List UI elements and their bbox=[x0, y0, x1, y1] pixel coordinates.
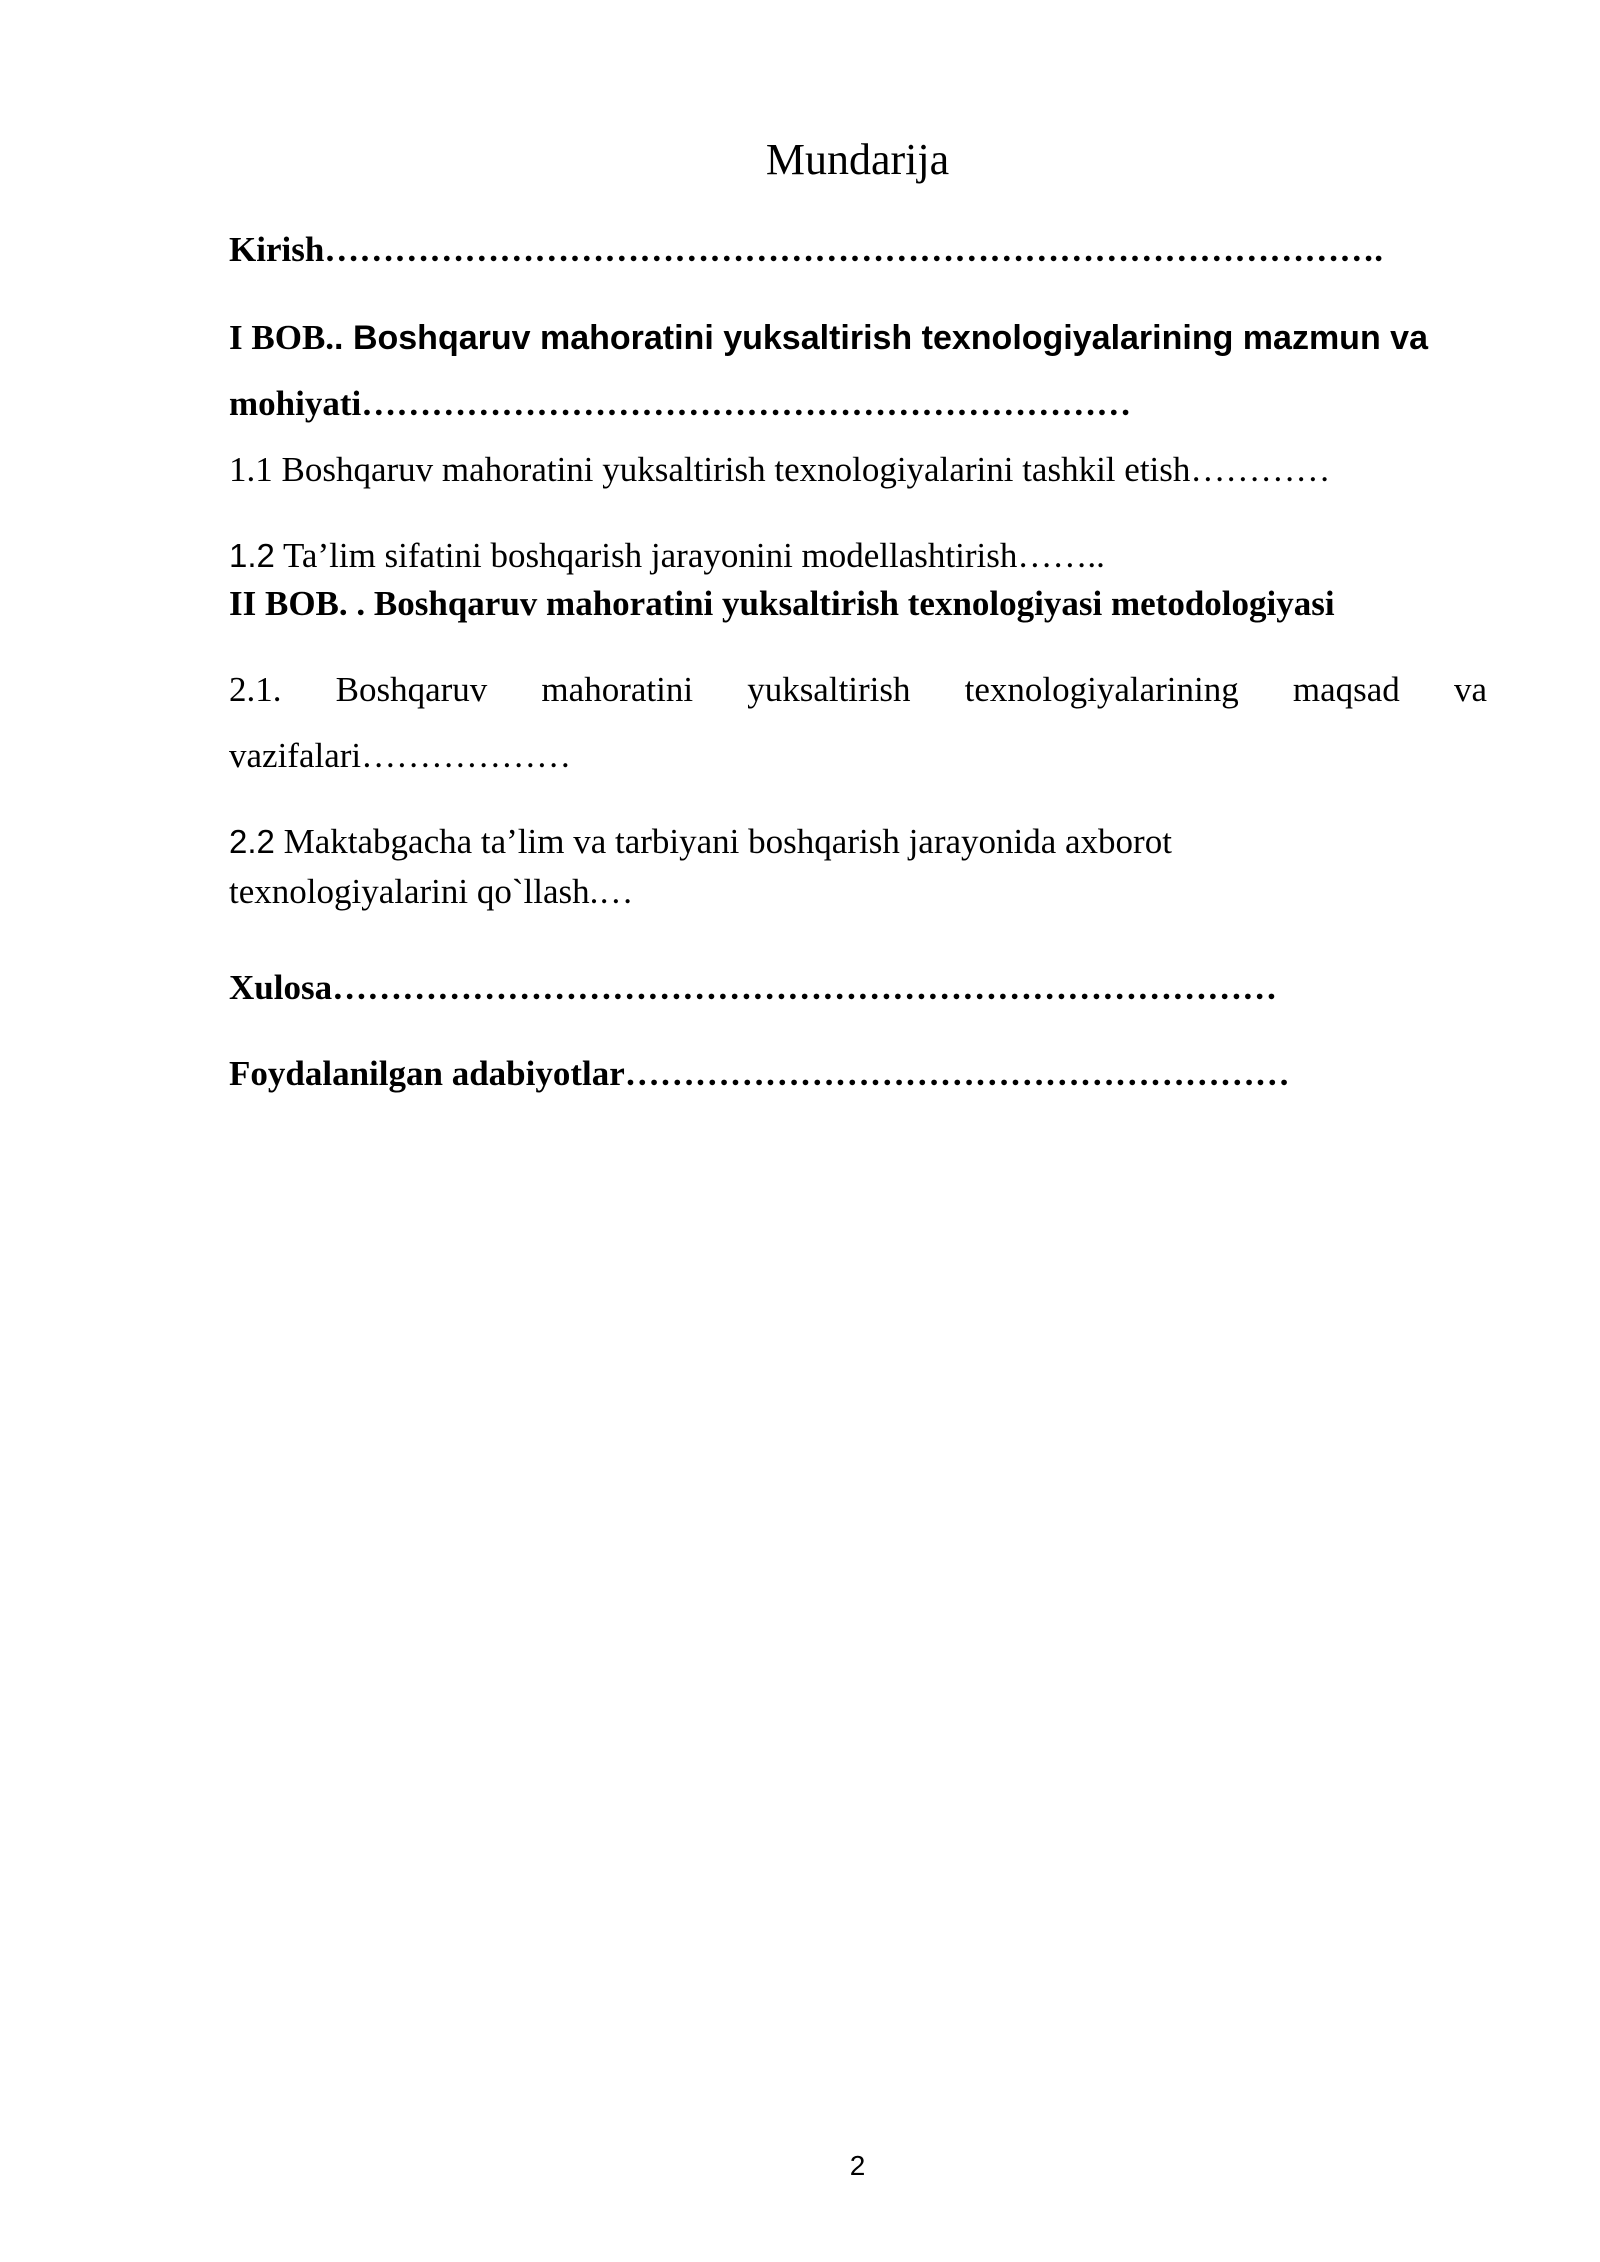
chapter-1-prefix: I BOB. bbox=[229, 318, 335, 357]
chapter-2-prefix: II BOB. bbox=[229, 584, 348, 623]
page-title: Mundarija bbox=[765, 135, 950, 184]
chapter-2-title: . Boshqaruv mahoratini yuksaltirish texnologiyasi metodologiyasi bbox=[347, 584, 1335, 623]
section-1-2-number: 1.2 bbox=[229, 537, 275, 574]
toc-entry-chapter-1 bbox=[229, 316, 1487, 360]
page-number: 2 bbox=[849, 2150, 866, 2181]
toc-entry-section-2-1-continued: vazifalari……………… bbox=[229, 736, 572, 775]
section-1-2-title: Ta’lim sifatini boshqarish jarayonini modellashtirish…….. bbox=[274, 536, 1105, 575]
toc-entry-section-2-1: 2.1. Boshqaruv mahoratini yuksaltirish texnologiyalarining maqsad va bbox=[229, 670, 1487, 709]
toc-entry-section-1-1: 1.1 Boshqaruv mahoratini yuksaltirish texnologiyalarini tashkil etish………… bbox=[229, 450, 1331, 489]
toc-entry-section-2-2 bbox=[229, 820, 1487, 864]
toc-entry-chapter-1-continued: mohiyati………………………………………………………… bbox=[229, 384, 1132, 423]
toc-entry-chapter-2 bbox=[229, 582, 1487, 626]
section-2-2-number: 2.2 bbox=[229, 823, 275, 860]
section-2-2-title: Maktabgacha ta’lim va tarbiyani boshqarish jarayonida axborot bbox=[274, 822, 1172, 861]
chapter-1-title: . Boshqaruv mahoratini yuksaltirish texnologiyalarining mazmun va bbox=[334, 319, 1428, 357]
toc-entry-adabiyotlar: Foydalanilgan adabiyotlar………………………………………………… bbox=[229, 1054, 1290, 1093]
toc-entry-section-1-2 bbox=[229, 534, 1487, 578]
toc-entry-xulosa: Xulosa……………………………………………………………………… bbox=[229, 968, 1278, 1007]
toc-entry-kirish: Kirish………………………………………………………………………………. bbox=[229, 230, 1384, 269]
toc-entry-section-2-2-continued: texnologiyalarini qo`llash.… bbox=[229, 872, 634, 911]
